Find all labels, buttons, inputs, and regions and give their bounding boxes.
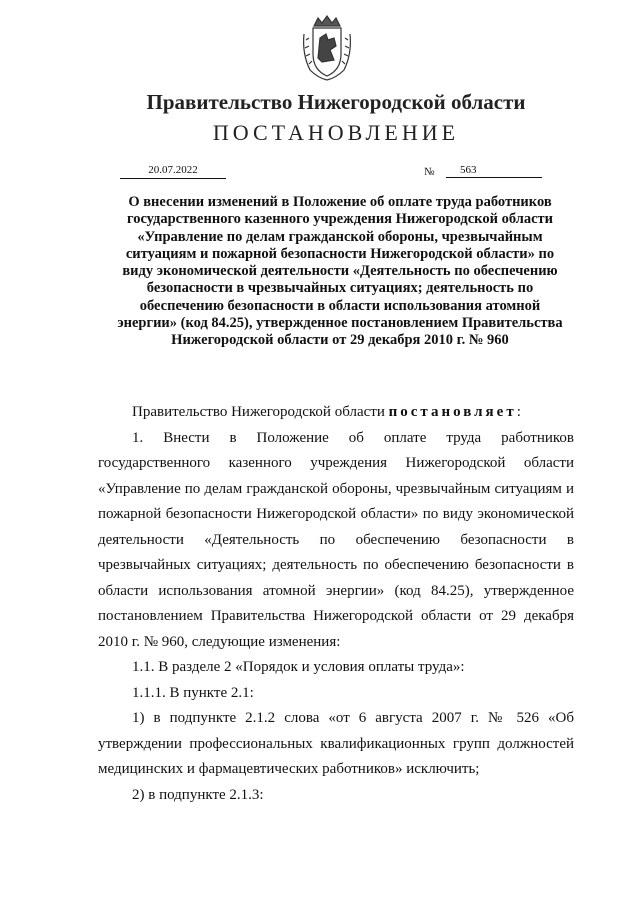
subparagraph-1: 1) в подпункте 2.1.2 слова «от 6 августа 2007 г. № 526 «Об утверждении профессиональных квалификационных групп должностей медицинских и фармацевтических работников» исключить; bbox=[98, 710, 574, 777]
government-title: Правительство Нижегородской области bbox=[146, 90, 526, 114]
paragraph-1-1-1: 1.1.1. В пункте 2.1: bbox=[132, 684, 254, 701]
date-field: 20.07.2022 bbox=[120, 164, 226, 179]
preamble-end: : bbox=[516, 404, 521, 420]
number-field: 563 bbox=[446, 164, 542, 178]
coat-of-arms-icon bbox=[300, 14, 354, 84]
paragraph-1: 1. Внести в Положение об оплате труда работников государственного казенного учреждения Нижегородской области «Управление по делам гражданской обороны, чрезвычайным ситуациям и пожарной безопасности Нижегородской области» по виду экономической деятельности «Деятельность по обеспечению безопасности в чрезвычайных ситуациях; деятельность по обеспечению безопасности в области использования атомной энергии» (код 84.25), утвержденное постановлением Правительства Нижегородской области от 29 декабря 2010 г. № 960, следующие изменения: bbox=[98, 429, 574, 650]
document-subject: О внесении изменений в Положение об оплате труда работников государственного казенного учреждения Нижегородской области «Управление по делам гражданской обороны, чрезвычайным ситуациям и пожарной безопасности Нижегородской области» по виду экономической деятельности «Деятельность по обеспечению безопасности в чрезвычайных ситуациях; деятельность по обеспечению безопасности в области использования атомной энергии» (код 84.25), утвержденное постановлением Правительства Нижегородской области от 29 декабря 2010 г. № 960 bbox=[117, 194, 563, 349]
document-body bbox=[98, 400, 574, 808]
paragraph-1-1: 1.1. В разделе 2 «Порядок и условия оплаты труда»: bbox=[132, 659, 465, 675]
subparagraph-2: 2) в подпункте 2.1.3: bbox=[132, 786, 264, 803]
number-label: № bbox=[424, 166, 435, 178]
document-type: ПОСТАНОВЛЕНИЕ bbox=[212, 120, 460, 145]
preamble-keyword: постановляет bbox=[388, 404, 517, 420]
preamble bbox=[98, 400, 574, 426]
preamble-lead: Правительство Нижегородской области bbox=[132, 404, 389, 420]
